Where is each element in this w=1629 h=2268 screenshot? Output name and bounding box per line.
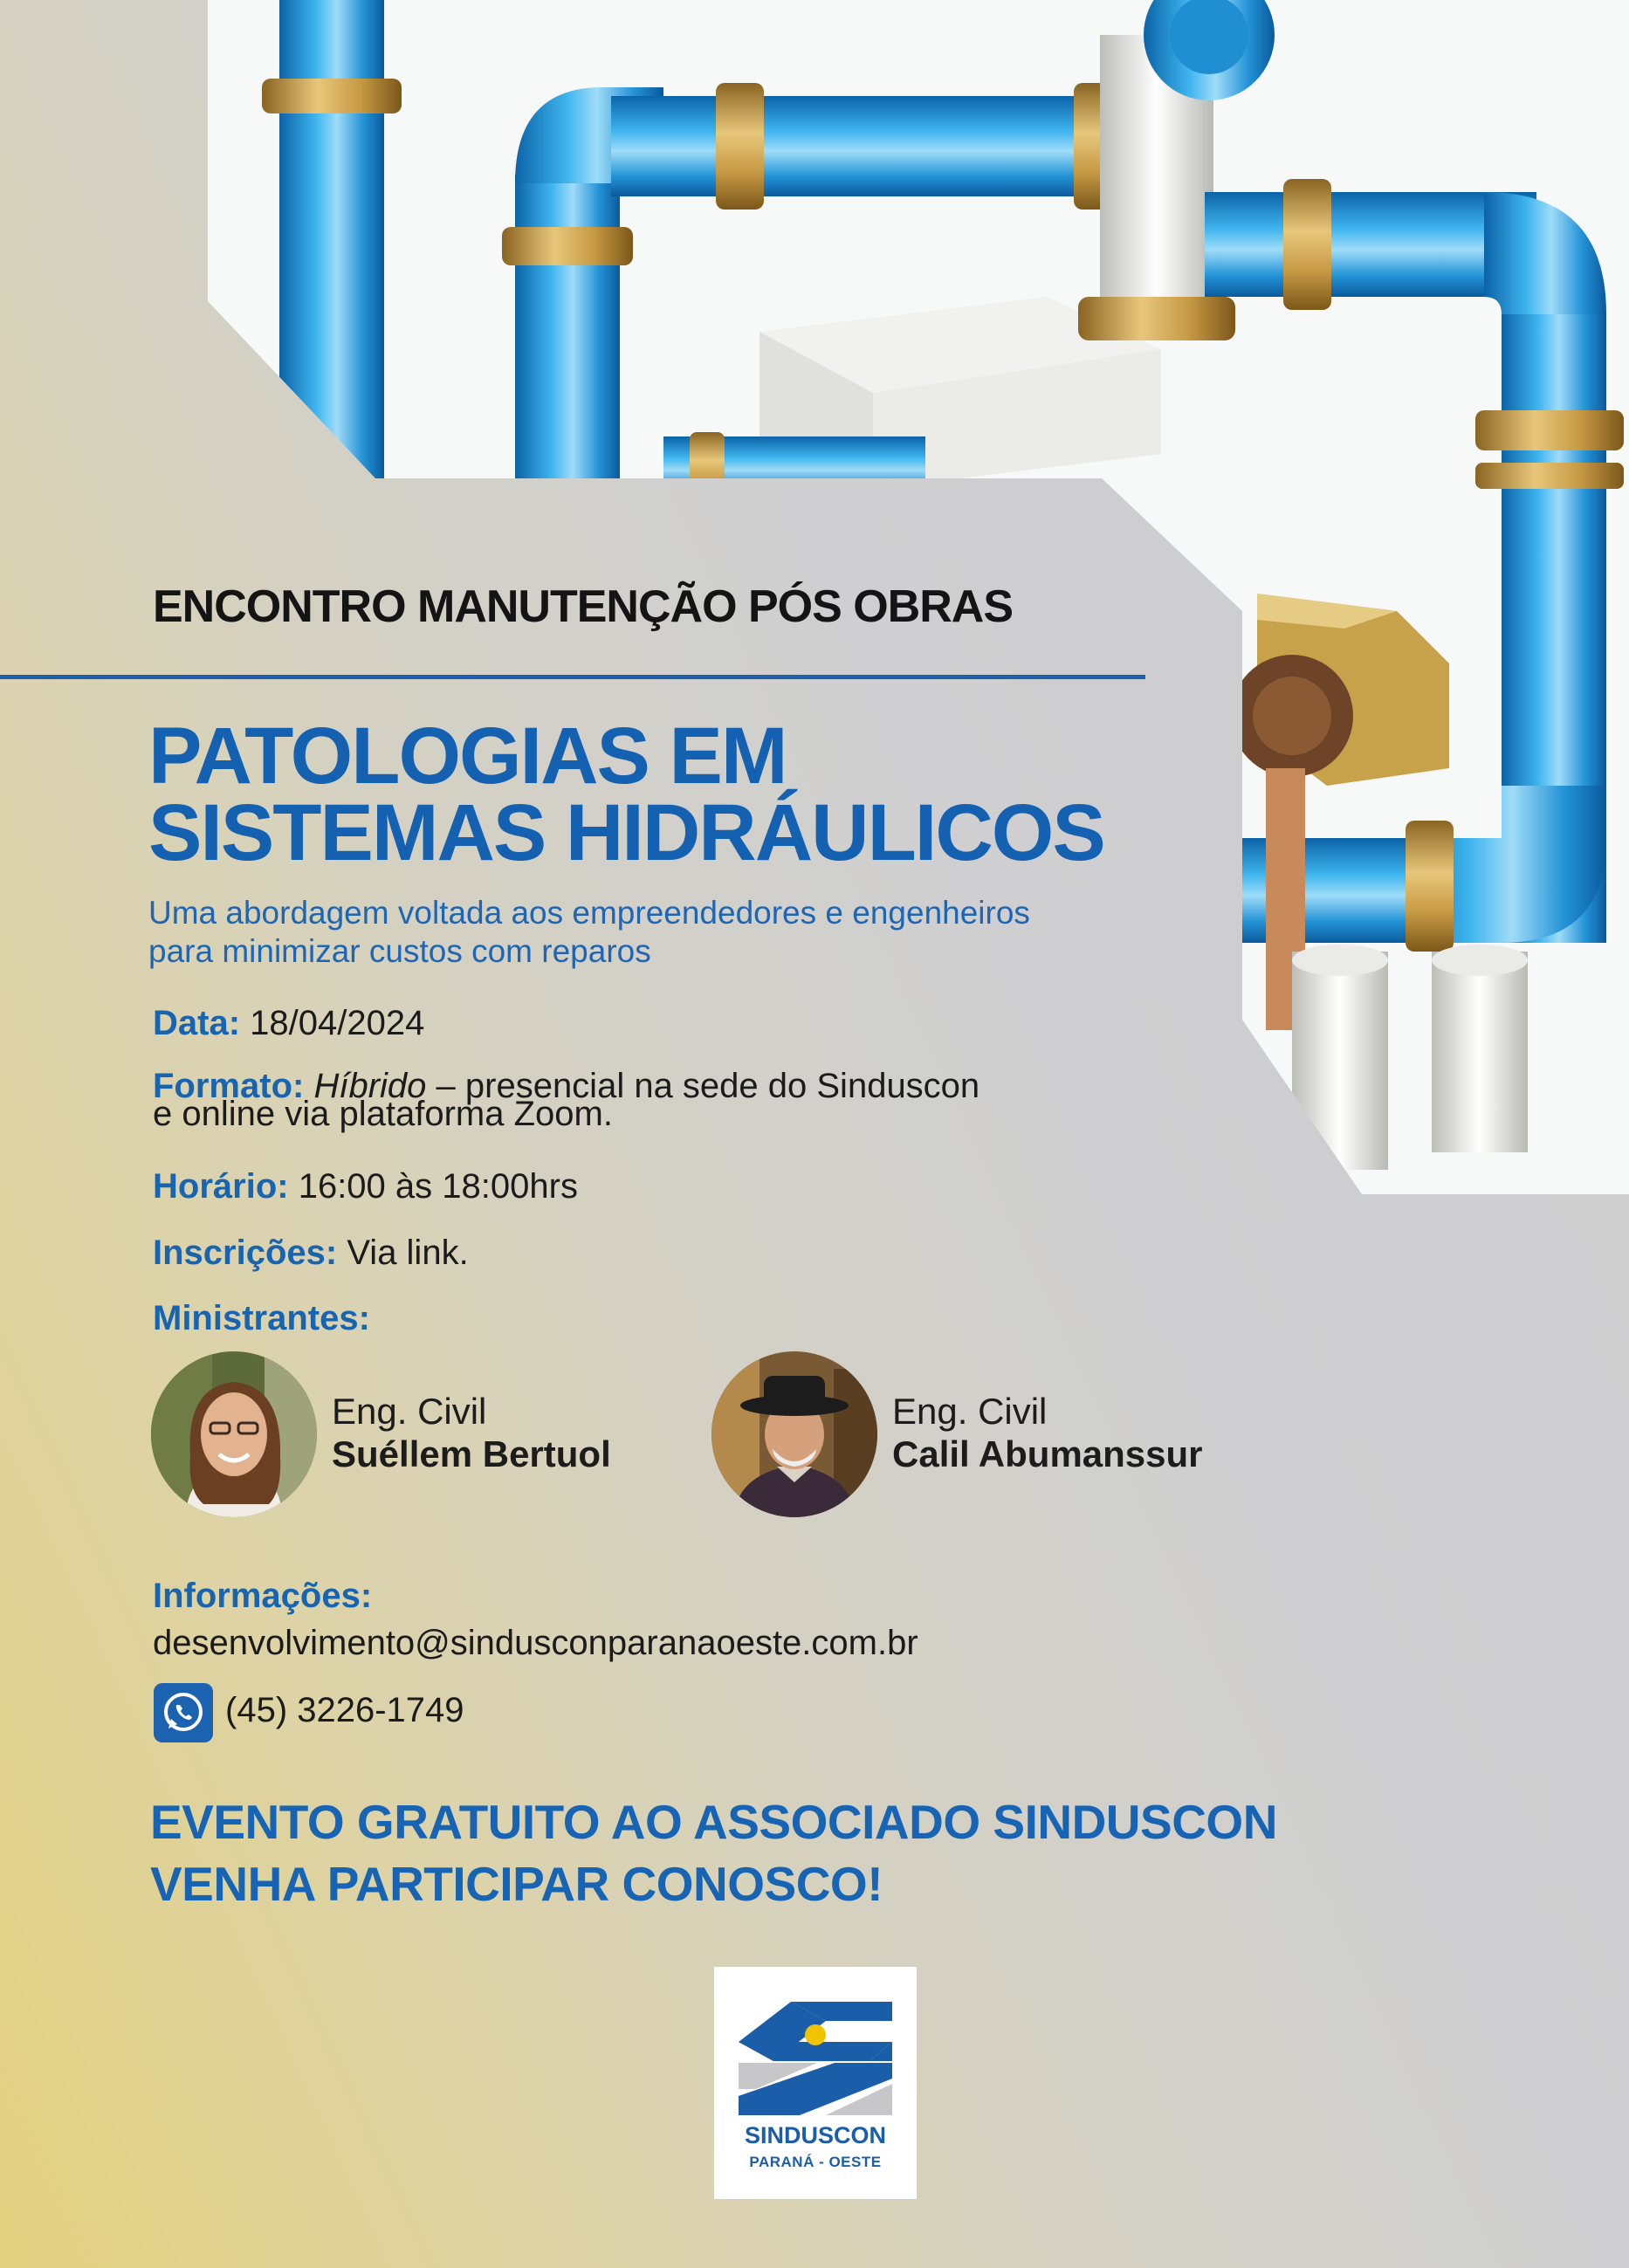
date-label: Data:	[153, 1004, 241, 1042]
speaker-1-avatar	[151, 1351, 317, 1517]
speaker-1-name: Suéllem Bertuol	[332, 1433, 611, 1474]
logo-subtitle: PARANÁ - OESTE	[749, 2154, 882, 2170]
cta-line-2: VENHA PARTICIPAR CONOSCO!	[150, 1857, 883, 1911]
subtitle-line-1: Uma abordagem voltada aos empreendedores e engenheiros	[148, 895, 1030, 931]
speakers-label: Ministrantes:	[153, 1299, 370, 1337]
contact-email[interactable]: desenvolvimento@sindusconparanaoeste.com.br	[153, 1624, 918, 1662]
registration-row	[153, 1234, 469, 1272]
format-row	[153, 1069, 979, 1131]
speaker-1-role: Eng. Civil	[332, 1391, 487, 1432]
registration-value[interactable]: Via link.	[347, 1234, 469, 1272]
contact-label: Informações:	[153, 1577, 373, 1615]
format-description-line-2: e online via plataforma Zoom.	[153, 1095, 613, 1133]
page-title	[148, 711, 1104, 877]
format-description: – presencial na sede do Sinduscon	[426, 1067, 980, 1105]
whatsapp-icon[interactable]	[154, 1683, 213, 1742]
speaker-2-role: Eng. Civil	[892, 1391, 1048, 1432]
registration-label: Inscrições:	[153, 1234, 338, 1272]
time-row	[153, 1167, 578, 1206]
format-label: Formato:	[153, 1067, 305, 1105]
cta-line-1: EVENTO GRATUITO AO ASSOCIADO SINDUSCON	[150, 1795, 1277, 1849]
format-mode: Híbrido	[313, 1067, 427, 1105]
subtitle	[148, 894, 1213, 971]
logo-name: SINDUSCON	[744, 2122, 886, 2148]
heading-divider	[0, 675, 1145, 679]
subtitle-line-2: para minimizar custos com reparos	[148, 933, 651, 969]
speaker-2-avatar	[711, 1351, 877, 1517]
sinduscon-logo	[714, 1967, 917, 2199]
contact-phone[interactable]: (45) 3226-1749	[225, 1691, 464, 1729]
sinduscon-logo-mark	[739, 1993, 892, 2115]
time-label: Horário:	[153, 1167, 289, 1206]
date-value: 18/04/2024	[250, 1004, 425, 1042]
title-line-1: PATOLOGIAS EM	[148, 711, 787, 801]
speaker-2-name: Calil Abumanssur	[892, 1433, 1203, 1474]
title-line-2: SISTEMAS HIDRÁULICOS	[148, 788, 1104, 877]
event-kicker: ENCONTRO MANUTENÇÃO PÓS OBRAS	[153, 581, 1014, 632]
time-value: 16:00 às 18:00hrs	[298, 1167, 578, 1206]
speakers-row	[153, 1299, 370, 1337]
date-row	[153, 1004, 424, 1042]
